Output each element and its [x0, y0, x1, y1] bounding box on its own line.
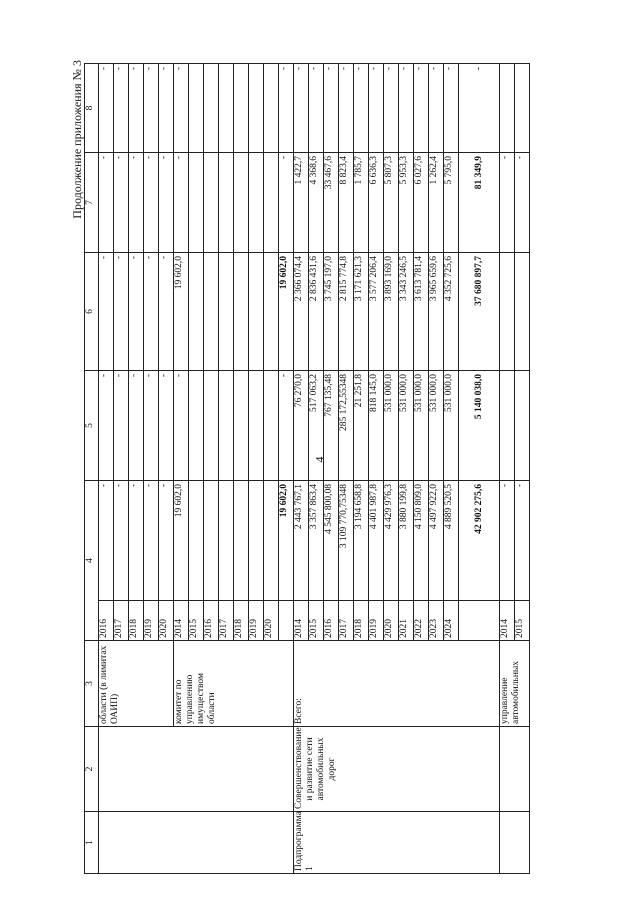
- cell-c5: 531 000,0: [444, 371, 459, 481]
- year-cell: 2014: [294, 601, 309, 641]
- cell-c8: -: [429, 64, 444, 153]
- cell-c4: [219, 481, 234, 601]
- cell-c8: -: [384, 64, 399, 153]
- empty-cell: [500, 727, 530, 812]
- col-header-1: 1: [85, 812, 99, 874]
- cell-c6: 2 836 431,6: [309, 253, 324, 371]
- cell-c4: [234, 481, 249, 601]
- empty-cell: [500, 812, 530, 874]
- col-header-4: 4: [85, 481, 99, 641]
- cell-c6: -: [144, 253, 159, 371]
- cell-c4: [204, 481, 219, 601]
- committee-label: комитет по управлению имуществом области: [174, 641, 294, 727]
- cell-c7: -: [99, 153, 114, 253]
- cell-c5: 531 000,0: [399, 371, 414, 481]
- year-cell: 2015: [309, 601, 324, 641]
- cell-c6: -: [129, 253, 144, 371]
- cell-c6: 2 815 774,8: [339, 253, 354, 371]
- cell-c7: [234, 153, 249, 253]
- cell-c8: [500, 64, 515, 153]
- cell-c5: [189, 371, 204, 481]
- cell-c7: 5 807,3: [384, 153, 399, 253]
- year-cell: 2019: [144, 601, 159, 641]
- cell-c7: 8 823,4: [339, 153, 354, 253]
- cell-c8: -: [174, 64, 189, 153]
- year-cell: 2014: [500, 601, 515, 641]
- cell-c8: -: [114, 64, 129, 153]
- cell-c5: [515, 371, 530, 481]
- table-row: [500, 64, 515, 874]
- cell-c6: 3 745 197,0: [324, 253, 339, 371]
- subprogram-label: Подпрограмма 1: [294, 812, 500, 874]
- cell-c4: 4 429 976,3: [384, 481, 399, 601]
- cell-c6: -: [99, 253, 114, 371]
- cell-c5: -: [114, 371, 129, 481]
- cell-c5: -: [174, 371, 189, 481]
- cell-c8: -: [309, 64, 324, 153]
- cell-c5: [219, 371, 234, 481]
- cell-c5: [204, 371, 219, 481]
- cell-c7: -: [159, 153, 174, 253]
- col-header-8: 8: [85, 64, 99, 153]
- cell-c5: -: [129, 371, 144, 481]
- total-c8: -: [279, 64, 294, 153]
- col1-empty: [99, 812, 294, 874]
- cell-c4: 4 545 800,08: [324, 481, 339, 601]
- year-cell: 2020: [159, 601, 174, 641]
- cell-c6: [500, 253, 515, 371]
- year-cell: 2023: [429, 601, 444, 641]
- cell-c5: 21 251,8: [354, 371, 369, 481]
- cell-c8: [515, 64, 530, 153]
- cell-c5: 531 000,0: [429, 371, 444, 481]
- table-body: [99, 64, 294, 874]
- total-c6: 19 602,0: [279, 253, 294, 371]
- cell-c7: 5 953,3: [399, 153, 414, 253]
- subprogram-total-label: Всего:: [294, 641, 500, 727]
- cell-c6: -: [159, 253, 174, 371]
- cell-c8: -: [414, 64, 429, 153]
- total-c5: -: [279, 371, 294, 481]
- cell-c8: [204, 64, 219, 153]
- cell-c4: 4 401 987,8: [369, 481, 384, 601]
- top-block-label: области (в лимитах ОАИП): [99, 641, 174, 727]
- cell-c8: [219, 64, 234, 153]
- cell-c5: 531 000,0: [384, 371, 399, 481]
- roads-label: управление автомобильных: [500, 641, 530, 727]
- total-c8: -: [459, 64, 500, 153]
- year-cell: 2015: [515, 601, 530, 641]
- cell-c7: 4 368,6: [309, 153, 324, 253]
- cell-c7: [249, 153, 264, 253]
- col-header-7: 7: [85, 153, 99, 253]
- cell-c8: -: [444, 64, 459, 153]
- year-cell: 2021: [399, 601, 414, 641]
- cell-c4: 3 880 199,8: [399, 481, 414, 601]
- cell-c4: 3 357 863,4: [309, 481, 324, 601]
- cell-c4: -: [515, 481, 530, 601]
- cell-c8: [234, 64, 249, 153]
- appendix-table: [84, 63, 530, 874]
- col2-empty: [99, 727, 294, 812]
- table-row: [294, 64, 309, 874]
- cell-c4: 3 194 658,8: [354, 481, 369, 601]
- cell-c4: [189, 481, 204, 601]
- cell-c7: 1 262,4: [429, 153, 444, 253]
- cell-c7: 33 467,6: [324, 153, 339, 253]
- year-cell: 2018: [354, 601, 369, 641]
- cell-c8: [249, 64, 264, 153]
- cell-c6: [249, 253, 264, 371]
- cell-c7: -: [174, 153, 189, 253]
- cell-c5: -: [159, 371, 174, 481]
- year-cell: 2018: [129, 601, 144, 641]
- total-c6: 37 680 897,7: [459, 253, 500, 371]
- cell-c6: [264, 253, 279, 371]
- total-c4: 42 902 275,6: [459, 481, 500, 601]
- cell-c5: 767 135,48: [324, 371, 339, 481]
- appendix-caption: Продолжение приложения № 3: [70, 60, 84, 219]
- cell-c5: -: [99, 371, 114, 481]
- year-cell: 2017: [219, 601, 234, 641]
- cell-c8: -: [129, 64, 144, 153]
- cell-c5: -: [144, 371, 159, 481]
- cell-c6: [219, 253, 234, 371]
- year-cell: 2017: [114, 601, 129, 641]
- col-header-2: 2: [85, 727, 99, 812]
- year-cell: 2018: [234, 601, 249, 641]
- cell-c4: 2 443 767,1: [294, 481, 309, 601]
- cell-c7: -: [500, 153, 515, 253]
- cell-c7: 1 422,7: [294, 153, 309, 253]
- cell-c8: -: [159, 64, 174, 153]
- cell-c6: [204, 253, 219, 371]
- cell-c5: 531 000,0: [414, 371, 429, 481]
- cell-c5: [264, 371, 279, 481]
- cell-c7: -: [515, 153, 530, 253]
- cell-c6: 2 366 074,4: [294, 253, 309, 371]
- cell-c5: 76 270,0: [294, 371, 309, 481]
- cell-c7: 6 636,3: [369, 153, 384, 253]
- cell-c5: [249, 371, 264, 481]
- cell-c4: 4 497 922,0: [429, 481, 444, 601]
- rotated-page: [70, 50, 590, 880]
- cell-c5: 285 172,55348: [339, 371, 354, 481]
- col-header-6: 6: [85, 253, 99, 371]
- cell-c8: -: [399, 64, 414, 153]
- year-cell: 2019: [369, 601, 384, 641]
- subprogram-body: [294, 64, 530, 874]
- cell-c7: [204, 153, 219, 253]
- total-c7: 81 349,9: [459, 153, 500, 253]
- year-cell: 2024: [444, 601, 459, 641]
- year-cell: 2015: [189, 601, 204, 641]
- col-header-5: 5: [85, 371, 99, 481]
- year-cell: 2020: [384, 601, 399, 641]
- cell-c8: -: [324, 64, 339, 153]
- total-spacer: [279, 601, 294, 641]
- year-cell: 2016: [324, 601, 339, 641]
- cell-c6: 3 577 206,4: [369, 253, 384, 371]
- cell-c6: -: [114, 253, 129, 371]
- cell-c4: -: [144, 481, 159, 601]
- cell-c7: -: [114, 153, 129, 253]
- cell-c6: 3 893 169,0: [384, 253, 399, 371]
- cell-c6: 3 965 659,6: [429, 253, 444, 371]
- cell-c4: -: [99, 481, 114, 601]
- cell-c4: -: [500, 481, 515, 601]
- cell-c6: 4 352 725,6: [444, 253, 459, 371]
- cell-c4: [264, 481, 279, 601]
- cell-c5: 517 063,2: [309, 371, 324, 481]
- cell-c8: -: [294, 64, 309, 153]
- cell-c6: 3 171 621,3: [354, 253, 369, 371]
- year-cell: 2020: [264, 601, 279, 641]
- cell-c8: [264, 64, 279, 153]
- year-cell: 2017: [339, 601, 354, 641]
- subprogram-name: Совершенствование и развитие сети автомобильных дорог: [294, 727, 500, 812]
- cell-c7: [219, 153, 234, 253]
- total-c5: 5 140 038,0: [459, 371, 500, 481]
- total-c7: -: [279, 153, 294, 253]
- year-cell: 2016: [99, 601, 114, 641]
- cell-c6: [234, 253, 249, 371]
- cell-c6: 19 602,0: [174, 253, 189, 371]
- cell-c8: -: [354, 64, 369, 153]
- header-row: [85, 64, 99, 874]
- cell-c8: -: [339, 64, 354, 153]
- cell-c6: 3 613 781,4: [414, 253, 429, 371]
- cell-c7: 6 027,6: [414, 153, 429, 253]
- cell-c7: -: [144, 153, 159, 253]
- cell-c8: -: [144, 64, 159, 153]
- col-header-3: 3: [85, 641, 99, 727]
- cell-c4: 4 150 809,0: [414, 481, 429, 601]
- total-c4: 19 602,0: [279, 481, 294, 601]
- cell-c4: -: [159, 481, 174, 601]
- cell-c7: 1 785,7: [354, 153, 369, 253]
- year-cell: 2019: [249, 601, 264, 641]
- year-cell: 2014: [174, 601, 189, 641]
- cell-c4: 3 109 770,75348: [339, 481, 354, 601]
- cell-c4: 19 602,0: [174, 481, 189, 601]
- cell-c8: -: [369, 64, 384, 153]
- year-cell: 2016: [204, 601, 219, 641]
- cell-c4: [249, 481, 264, 601]
- cell-c4: 4 889 520,5: [444, 481, 459, 601]
- cell-c7: [189, 153, 204, 253]
- year-cell: 2022: [414, 601, 429, 641]
- cell-c4: -: [129, 481, 144, 601]
- cell-c6: [189, 253, 204, 371]
- cell-c5: [234, 371, 249, 481]
- cell-c7: 5 795,0: [444, 153, 459, 253]
- cell-c7: -: [129, 153, 144, 253]
- cell-c6: [515, 253, 530, 371]
- total-spacer: [459, 601, 500, 641]
- cell-c5: [500, 371, 515, 481]
- cell-c4: -: [114, 481, 129, 601]
- cell-c5: 818 145,0: [369, 371, 384, 481]
- cell-c6: 3 343 246,5: [399, 253, 414, 371]
- page-number: 4: [312, 456, 327, 463]
- cell-c7: [264, 153, 279, 253]
- cell-c8: [189, 64, 204, 153]
- cell-c8: -: [99, 64, 114, 153]
